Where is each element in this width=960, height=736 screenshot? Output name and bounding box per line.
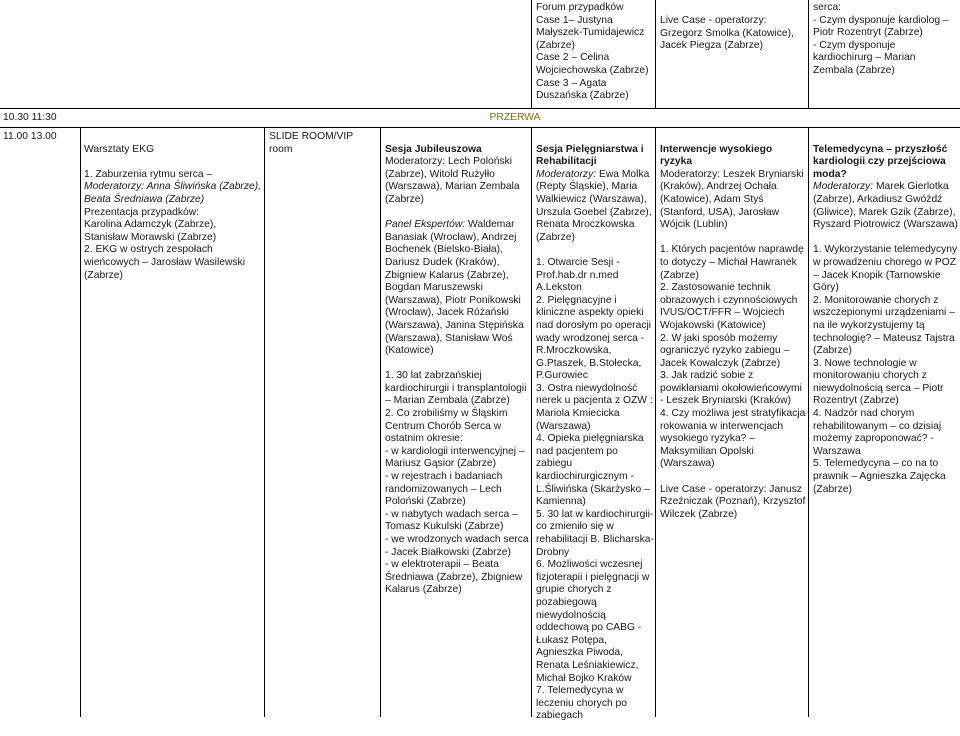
- forum-cases-cell: Forum przypadków Case 1– Justyna Małyszek-Tumidajewicz (Zabrze) Case 2 – Celina Wojciechowska (Zabrze) Case 3 – Agata Duszańska (Zabrze): [536, 2, 649, 102]
- warsztaty-ekg-cell: [84, 131, 262, 281]
- column-divider: [655, 0, 656, 108]
- jubileuszowa-moderators: Moderatorzy: Lech Poloński (Zabrze), Witold Rużyłło (Warszawa), Marian Zembala (Zabrze): [385, 156, 520, 205]
- warsztaty-item-1: 1. Zaburzenia rytmu serca –: [84, 168, 213, 180]
- session-time: 11.00 13.00: [3, 131, 57, 142]
- break-label: PRZERWA: [489, 112, 541, 123]
- interwencje-ryzyka-cell: [660, 131, 806, 717]
- room-name: SLIDE ROOM/VIP room: [269, 131, 353, 155]
- column-divider: [80, 127, 81, 717]
- live-case-cell: Live Case - operatorzy: Grzegorz Smolka (Katowice), Jacek Piegza (Zabrze): [660, 15, 794, 52]
- row-divider: [0, 127, 960, 128]
- jubileuszowa-title: Sesja Jubileuszowa: [385, 143, 482, 155]
- telemedycyna-cell: [813, 131, 958, 717]
- telemed-mod-label: Moderatorzy:: [813, 181, 874, 193]
- sesja-pielegniarstwa-cell: [536, 131, 654, 722]
- pielegniarstwa-mod-label: Moderatorzy:: [536, 168, 597, 180]
- warsztaty-title: Warsztaty EKG: [84, 143, 154, 155]
- warsztaty-presentations: Prezentacja przypadków: Karolina Adamczyk (Zabrze), Stanisław Morawski (Zabrze) 2. EKG w ostrych zespołach wieńcowych – Jarosław Wasilewski (Zabrze): [84, 206, 245, 281]
- column-divider: [531, 127, 532, 717]
- panel-label: Panel Ekspertów:: [385, 219, 466, 231]
- column-divider: [808, 0, 809, 108]
- telemed-content: [813, 181, 958, 496]
- row-divider: [0, 108, 960, 109]
- column-divider: [808, 127, 809, 717]
- ryzyka-body: Moderatorzy: Leszek Bryniarski (Kraków), Andrzej Ochała (Katowice), Adam Styś (Stanford, USA), Jarosław Wójcik (Lublin) 1. Których pacjentów naprawdę to dotyczy – Michał Hawranek (Zabrze) 2. Zastosowanie technik obrazowych i czynnościowych IVUS/OCT/FFR – Wojciech Wojakowski (Katowice) 2. W jaki sposób możemy ograniczyć ryzyko zabiegu – Jacek Kowalczyk (Zabrze) 3. Jak radzić sobie z powikłaniami okołowieńcowymi - Leszek Bryniarski (Kraków) 4. Czy możliwa jest stratyfikacja rokowania w interwencjach wysokiego ryzyka? – Maksymilian Opolski (Warszawa) Live Case - operatorzy: Janusz Rzeźniczak (Poznań), Krzysztof Wilczek (Zabrze): [660, 168, 806, 520]
- sesja-jubileuszowa-cell: [385, 131, 530, 717]
- ryzyka-title: Interwencje wysokiego ryzyka: [660, 143, 773, 168]
- pielegniarstwa-body: Ewa Molka (Repty Śląskie), Maria Walkiewicz (Warszawa), Urszula Goebel (Zabrze), Renata Mroczkowska (Zabrze) 1. Otwarcie Sesji - Prof.hab.dr n.med A.Lekston 2. Pielęgnacyjne i kliniczne aspekty opieki nad dorosłym po operacji wady wrodzonej serca - R.Mroczkowska, G.Ptaszek, B.Stołecka, P.Gurowiec 3. Ostra niewydolność nerek u pacjenta z OZW : Mariola Kmiecicka (Warszawa) 4. Opieka pielęgniarska nad pacjentem po zabiegu kardiochirurgicznym - L.Śliwińska (Skarżysko – Kamienna) 5. 30 lat w kardiochirurgii-co zmieniło się w rehabilitacji B. Blicharska-Drobny 6. Możliwości wczesnej fizjoterapii i pielęgnacji w grupie chorych z pozabiegową niewydolnością oddechową po CABG - Łukasz Potępa, Agnieszka Piwoda, Renata Leśniakiewicz, Michał Bojko Kraków 7. Telemedycyna w leczeniu chorych po zabiegach: [536, 168, 654, 722]
- jubileuszowa-panel: [385, 219, 530, 597]
- column-divider: [380, 127, 381, 717]
- column-divider: [531, 0, 532, 108]
- column-divider: [655, 127, 656, 717]
- column-divider: [264, 127, 265, 717]
- serca-cell: serca: - Czym dysponuje kardiolog – Piotr Rozentryt (Zabrze) - Czym dysponuje kardiochirurg – Marian Zembala (Zabrze): [813, 2, 949, 76]
- pielegniarstwa-title: Sesja Pielęgniarstwa i Rehabilitacji: [536, 143, 644, 168]
- break-time: 10.30 11:30: [3, 112, 57, 123]
- pielegniarstwa-content: [536, 169, 654, 723]
- telemed-title: Telemedycyna – przyszłość kardiologii czy przejściowa moda?: [813, 143, 948, 180]
- warsztaty-moderators: Moderatorzy: Anna Śliwińska (Zabrze), Beata Średniawa (Zabrze): [84, 181, 262, 205]
- jubileuszowa-body: Waldemar Banasiak (Wrocław), Andrzej Bochenek (Bielsko-Biała), Dariusz Dudek (Kraków), Zbigniew Kalarus (Zabrze), Bogdan Maruszewski (Warszawa), Piotr Ponikowski (Wrocław), Jacek Różański (Warszawa), Janina Stępińska (Warszawa), Stanisław Woś (Katowice) 1. 30 lat zabrzańskiej kardiochirurgii i transplantologii – Marian Zembala (Zabrze) 2. Co zrobiliśmy w Śląskim Centrum Chorób Serca w ostatnim okresie: - w kardiologii interwencyjnej – Mariusz Gąsior (Zabrze) - w rejestrach i badaniach randomizowanych – Lech Poloński (Zabrze) - w nabytych wadach serca – Tomasz Kukulski (Zabrze) - we wrodzonych wadach serca - Jacek Białkowski (Zabrze) - w elektroterapii – Beata Średniawa (Zabrze), Zbigniew Kalarus (Zabrze): [385, 219, 529, 596]
- telemed-body: Marek Gierlotka (Zabrze), Arkadiusz Gwóźdź (Gliwice), Marek Gzik (Zabrze), Ryszard Piotrowicz (Warszawa) 1. Wykorzystanie telemedycyny w prowadzeniu chorego w POZ – Jacek Knopik (Tarnowskie Góry) 2. Monitorowanie chorych z wszczepionymi urządzeniami – na ile wykorzystujemy tą technologię? – Mateusz Tajstra (Zabrze) 3. Nowe technologie w monitorowaniu chorych z niewydolnością serca – Piotr Rozentryt (Zabrze) 4. Nadzór nad chorym rehabilitowanym – co dzisiaj możemy zaproponować? - Warszawa 5. Telemedycyna – co na to prawnik – Agnieszka Zajęcka (Zabrze): [813, 181, 958, 495]
